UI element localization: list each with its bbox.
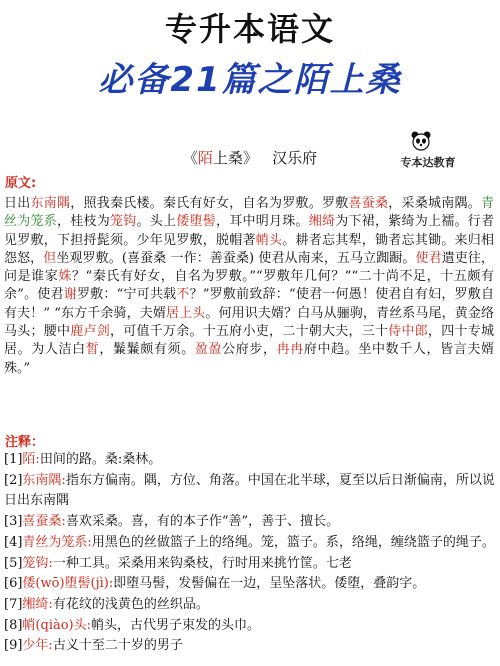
note-number: [2] [4, 472, 23, 488]
note-term: 缃绮: [22, 596, 53, 612]
text-segment: 府中趋。坐中数千人，皆言夫婿殊。” [4, 342, 494, 376]
text-segment: ，四十专城居。为人洁白 [4, 324, 494, 358]
text-segment: 。耕者忘其犁，锄者忘其锄。来归相怨怒， [4, 232, 494, 266]
poem-heading [0, 147, 500, 168]
note-number: [9] [4, 638, 23, 654]
text-segment: ，耳中明月珠。 [216, 214, 309, 230]
highlighted-word: 使君 [415, 250, 442, 266]
note-item [4, 636, 496, 657]
highlighted-word: 喜蚕桑 [348, 196, 389, 211]
note-text: 指东方偏南。隅，方位、角落。中国在北半球，夏至以后日渐偏南，所以说日出东南隅 [4, 472, 495, 509]
page-subtitle: 必备21篇之陌上桑 [98, 60, 402, 100]
note-text: 喜欢采桑。喜，有的本子作“善”，善于、擅长。 [65, 514, 340, 530]
highlighted-word: 侍中郎 [388, 324, 428, 340]
note-text: 一种工具。采桑用来钩桑枝，行时用来挑竹筐。七老 [52, 555, 352, 571]
poem-title-rest: 上桑》 [212, 149, 258, 167]
note-term: 帩(qiào)头: [22, 617, 92, 633]
notes-label: 注释： [5, 435, 45, 450]
highlighted-word: 姝 [58, 269, 72, 285]
highlighted-word: 鹿卢剑 [70, 324, 110, 340]
note-item [4, 471, 496, 512]
note-number: [1] [4, 452, 23, 467]
note-term: 倭(wō)堕髻(jì): [22, 576, 114, 592]
note-item [4, 554, 496, 575]
highlighted-word: 青丝为笼系 [4, 196, 494, 230]
highlighted-word: 皙 [85, 342, 100, 358]
note-term: 陌: [22, 452, 40, 467]
highlighted-word: 笼钩 [110, 214, 137, 230]
text-segment: 坐观罗敷。(喜蚕桑 一作：善蚕桑) 使君从南来，五马立踟蹰。 [56, 250, 416, 266]
note-term: 喜蚕桑: [22, 514, 66, 530]
text-segment: ，可值千万余。十五府小吏，二十朝大夫，三十 [110, 324, 389, 340]
note-item [4, 450, 496, 471]
note-item [4, 574, 496, 595]
note-text: 田间的路。桑:桑林。 [39, 452, 162, 467]
note-term: 少年: [22, 638, 53, 654]
note-term: 青丝为笼系: [22, 534, 92, 550]
note-term: 笼钩: [22, 555, 53, 571]
highlighted-word: 谢 [63, 287, 77, 303]
note-text: 即堕马髻，发髻偏在一边，呈坠落状。倭堕，叠韵字。 [113, 576, 426, 592]
note-item [4, 512, 496, 533]
page-title: 专升本语文 [164, 10, 335, 48]
note-text: 帩头，古代男子束发的头巾。 [91, 617, 261, 633]
note-term: 东南隅: [22, 472, 66, 488]
note-number: [6] [4, 576, 23, 592]
highlighted-word: 帩头 [255, 232, 283, 248]
note-number: [7] [4, 596, 23, 612]
text-segment: ，鬑鬑颇有须。 [99, 342, 195, 358]
note-number: [3] [4, 514, 23, 530]
note-item [4, 595, 496, 616]
original-label: 原文: [5, 176, 37, 191]
logo-text: 专本达教育 [400, 156, 456, 169]
highlighted-word: 缃绮 [308, 214, 336, 230]
text-segment: ，采桑城南隅。 [388, 196, 481, 211]
note-text: 用黑色的丝做篮子上的络绳。笼，篮子。系，络绳，缠绕篮子的绳子。 [91, 534, 495, 550]
original-text [4, 195, 494, 378]
note-number: [5] [4, 555, 23, 571]
text-segment: 日出 [4, 196, 31, 211]
text-segment: ？“秦氏有好女，自名为罗敷。”“罗敷年几何？”“二十尚不足，十五颇有余”。使君 [4, 269, 494, 303]
text-segment: 。头上 [136, 214, 177, 230]
note-text: 古义十至二十岁的男子 [52, 638, 183, 654]
text-segment: 公府步， [222, 342, 277, 358]
highlighted-word: 但 [43, 250, 57, 266]
highlighted-word: 倭堕髻 [176, 214, 216, 230]
highlighted-word: 不 [176, 287, 190, 303]
text-segment: 。何用识夫婿？白马从骊驹，青丝系马尾，黄金络马头；腰中 [4, 305, 494, 340]
poem-author: 汉乐府 [272, 149, 318, 167]
text-segment: 遣吏往，问是谁家 [4, 250, 494, 285]
text-segment: ，照我秦氏楼。秦氏有好女，自名为罗敷。罗敷 [70, 196, 349, 211]
highlighted-word: 东南隅 [30, 196, 71, 211]
note-item [4, 616, 496, 637]
note-number: [4] [4, 534, 23, 550]
highlighted-word: 居上头 [166, 305, 206, 321]
notes-list [4, 450, 496, 657]
highlighted-word: 冉冉 [276, 342, 304, 358]
text-segment: ？”罗敷前致辞：“使君一何愚！使君自有妇，罗敷自有夫！” “东方千余骑，夫婿 [4, 287, 494, 321]
note-text: 有花纹的浅黄色的丝织品。 [52, 596, 209, 612]
text-segment: 罗敷：“宁可共载 [76, 287, 177, 303]
poem-title-open: 《 [182, 149, 198, 167]
highlighted-word: 盈盈 [194, 342, 223, 358]
note-item [4, 533, 496, 554]
note-number: [8] [4, 617, 23, 633]
text-segment: 为下裙，紫绮为上襦。行者见罗敷，下担捋髭须。少年见罗敷，脱帽著 [4, 214, 494, 248]
text-segment: ，桂枝为 [57, 214, 110, 230]
poem-title-red: 陌 [197, 149, 213, 167]
